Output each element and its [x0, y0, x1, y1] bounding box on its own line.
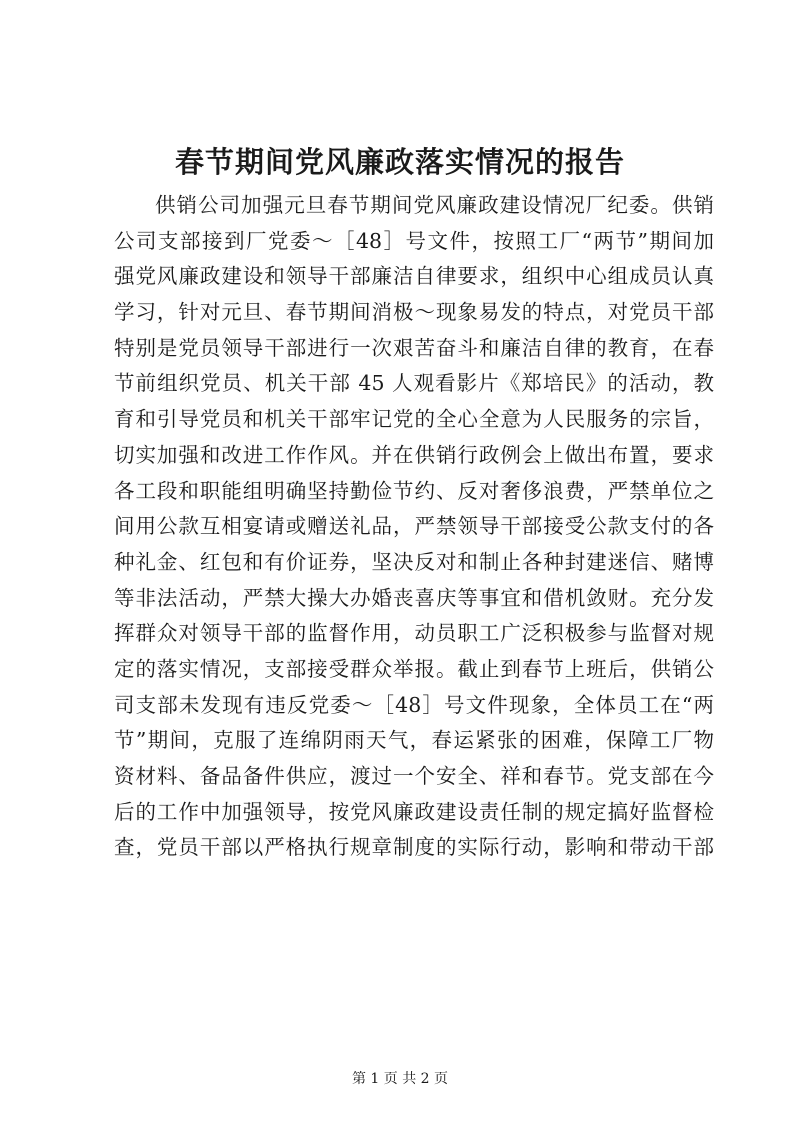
document-body	[114, 188, 714, 866]
body-line: 切实加强和改进工作作风。并在供销行政例会上做出布置，要求	[114, 442, 714, 467]
body-line: 等非法活动，严禁大操大办婚丧喜庆等事宜和借机敛财。充分发	[114, 585, 714, 610]
body-line: 司支部未发现有违反党委～［48］号文件现象，全体员工在“两	[114, 692, 714, 717]
body-line: 节”期间，克服了连绵阴雨天气，春运紧张的困难，保障工厂物	[114, 728, 714, 753]
body-line: 查，党员干部以严格执行规章制度的实际行动，影响和带动干部	[114, 835, 714, 860]
body-line: 挥群众对领导干部的监督作用，动员职工广泛积极参与监督对规	[114, 621, 714, 646]
body-line: 各工段和职能组明确坚持勤俭节约、反对奢侈浪费，严禁单位之	[114, 478, 714, 503]
body-line: 学习，针对元旦、春节期间消极～现象易发的特点，对党员干部	[114, 300, 714, 325]
body-line: 定的落实情况，支部接受群众举报。截止到春节上班后，供销公	[114, 656, 714, 681]
body-line: 种礼金、红包和有价证券，坚决反对和制止各种封建迷信、赌博	[114, 549, 714, 574]
body-line: 公司支部接到厂党委～［48］号文件，按照工厂“两节”期间加	[114, 228, 714, 253]
body-line: 强党风廉政建设和领导干部廉洁自律要求，组织中心组成员认真	[114, 264, 714, 289]
body-line: 后的工作中加强领导，按党风廉政建设责任制的规定搞好监督检	[114, 799, 714, 824]
body-line: 特别是党员领导干部进行一次艰苦奋斗和廉洁自律的教育，在春	[114, 335, 714, 360]
body-line: 间用公款互相宴请或赠送礼品，严禁领导干部接受公款支付的各	[114, 514, 714, 539]
body-line: 育和引导党员和机关干部牢记党的全心全意为人民服务的宗旨，	[114, 407, 714, 432]
body-line: 供销公司加强元旦春节期间党风廉政建设情况厂纪委。供销	[155, 193, 714, 217]
document-title: 春节期间党风廉政落实情况的报告	[174, 145, 625, 179]
body-line: 节前组织党员、机关干部 45 人观看影片《郑培民》的活动，教	[114, 371, 714, 396]
page-footer: 第 1 页 共 2 页	[351, 1071, 449, 1087]
body-line: 资材料、备品备件供应，渡过一个安全、祥和春节。党支部在今	[114, 764, 714, 788]
